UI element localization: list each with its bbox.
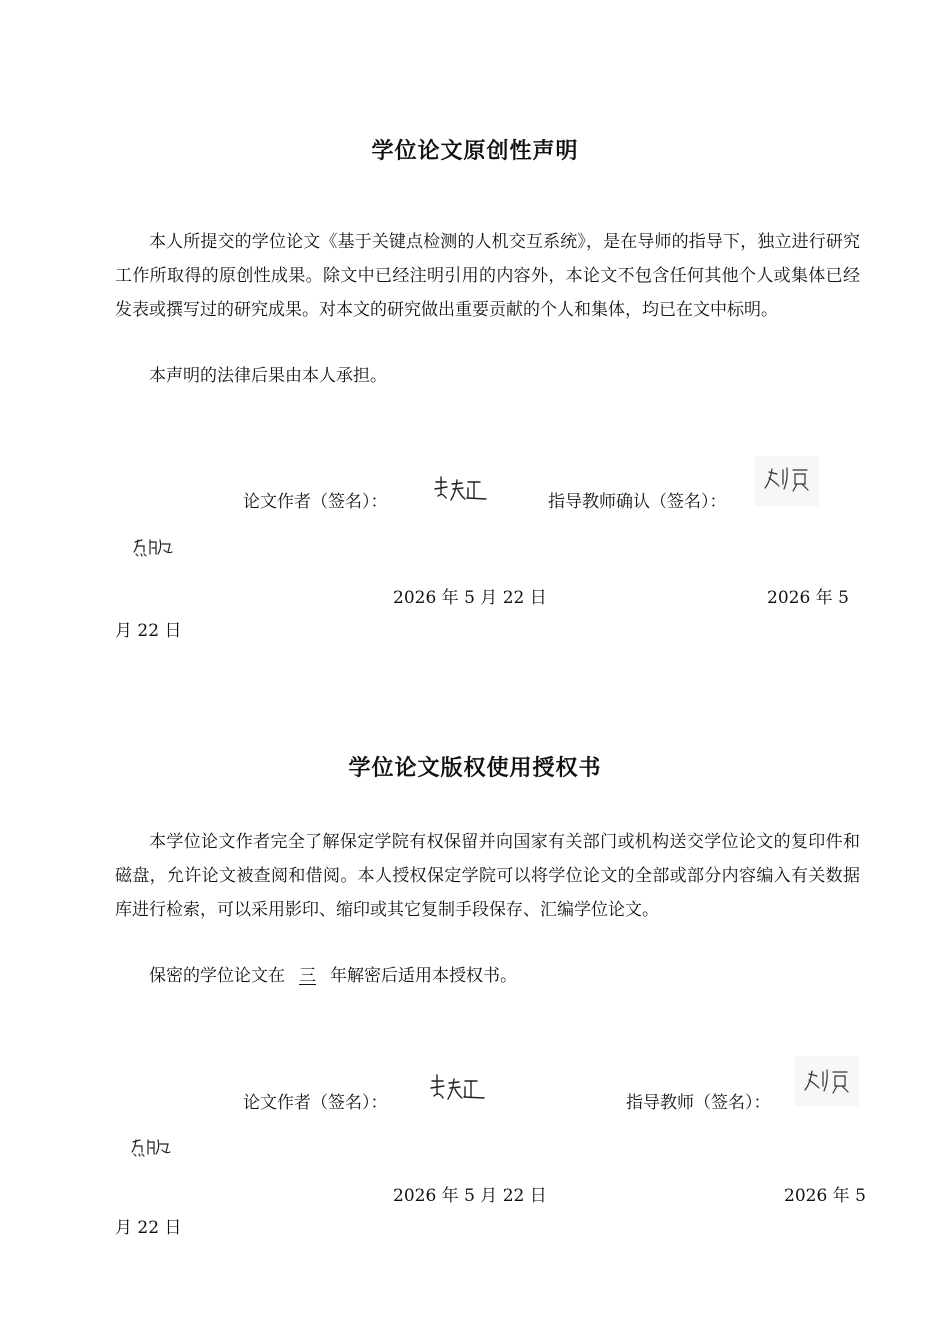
auth-advisor-signature-label: 指导教师（签名）： [626, 1093, 771, 1113]
authorization-paragraph: 本学位论文作者完全了解保定学院有权保留并向国家有关部门或机构送交学位论文的复印件和磁盘，允许论文被查阅和借阅。本人授权保定学院可以将学位论文的全部或部分内容编入有关数据库进行检索，可以采用影印、缩印或其它复制手段保存、汇编学位论文。 [115, 832, 860, 920]
declaration-paragraph: 本人所提交的学位论文《基于关键点检测的人机交互系统》，是在导师的指导下，独立进行研究工作所取得的原创性成果。除文中已经注明引用的内容外，本论文不包含任何其他个人或集体已经发表或撰写过的研究成果。对本文的研究做出重要贡献的个人和集体，均已在文中标明。 [115, 232, 860, 320]
author-date: 2026 年 5 月 22 日 [393, 588, 547, 608]
secrecy-suffix: 年解密后适用本授权书。 [330, 966, 517, 986]
advisor-date-continued: 月 22 日 [115, 621, 182, 641]
advisor-signature-label: 指导教师确认（签名）： [548, 492, 727, 512]
auth-advisor-signature-image [795, 1056, 859, 1106]
author-signature-label: 论文作者（签名）： [243, 492, 388, 512]
secrecy-prefix: 保密的学位论文在 [149, 966, 285, 986]
auth-advisor-date-continued: 月 22 日 [115, 1218, 182, 1238]
advisor-signature-image [755, 456, 819, 506]
declaration-legal-note: 本声明的法律后果由本人承担。 [149, 366, 387, 386]
auth-advisor-date: 2026 年 5 [784, 1186, 866, 1206]
declaration-title: 学位论文原创性声明 [371, 139, 579, 164]
auth-author-signature-label: 论文作者（签名）： [243, 1093, 388, 1113]
auth-author-signature-image [428, 1072, 490, 1108]
secrecy-clause [115, 959, 860, 993]
author-signature-image [432, 474, 492, 508]
co-signature-image [132, 536, 176, 558]
auth-author-date: 2026 年 5 月 22 日 [393, 1186, 547, 1206]
auth-co-signature-image [130, 1136, 174, 1158]
authorization-title: 学位论文版权使用授权书 [348, 756, 602, 781]
secrecy-years: 三 [299, 966, 316, 986]
advisor-date: 2026 年 5 [767, 588, 849, 608]
